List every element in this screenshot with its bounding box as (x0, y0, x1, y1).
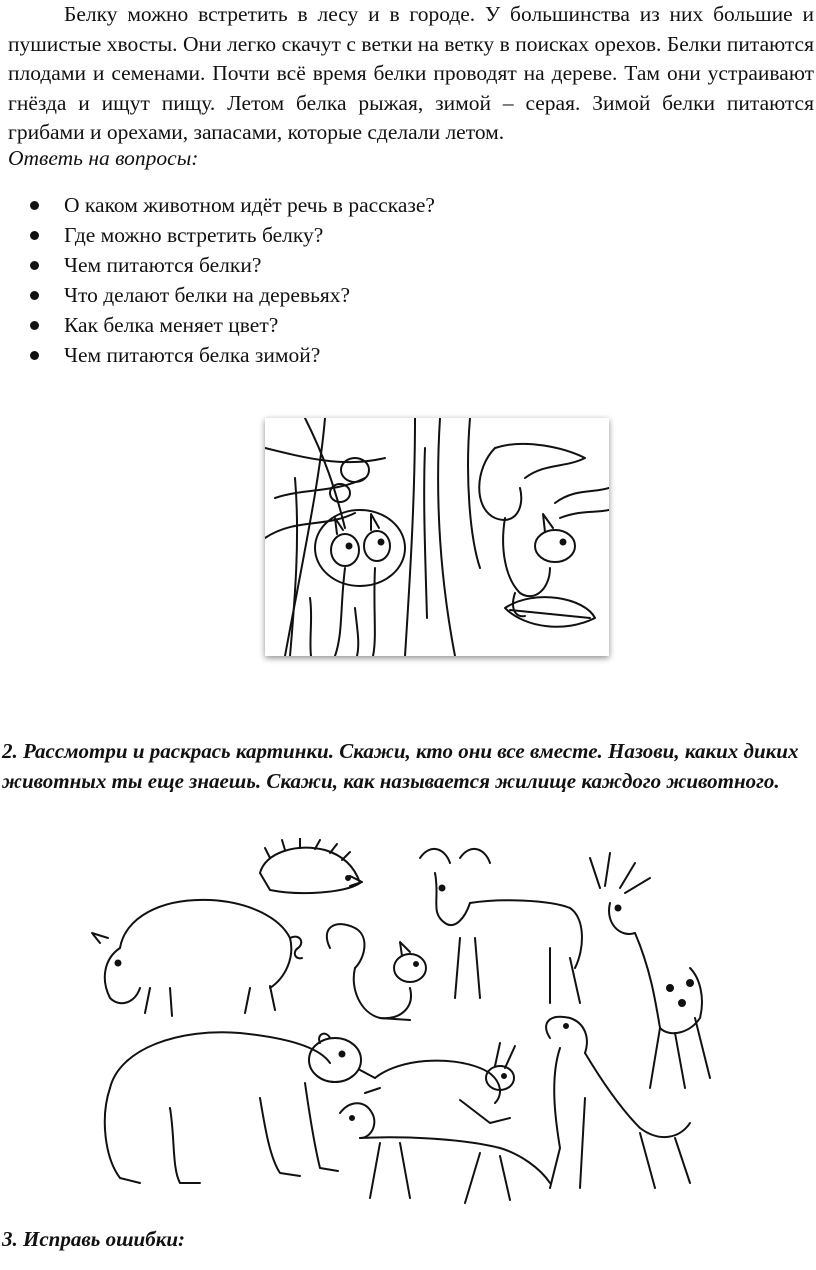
squirrels-tree-drawing (265, 418, 609, 656)
question-item (30, 280, 435, 310)
question-text: Чем питаются белки? (64, 253, 262, 277)
squirrel-drawing (327, 924, 426, 1020)
question-item (30, 220, 435, 250)
question-item (30, 250, 435, 280)
boar-drawing (92, 900, 302, 1016)
bullet-icon (30, 201, 39, 210)
question-item (30, 310, 435, 340)
questions-prompt: Ответь на вопросы: (8, 146, 199, 170)
question-text: Как белка меняет цвет? (64, 313, 279, 337)
bullet-icon (30, 351, 39, 360)
bullet-icon (30, 261, 39, 270)
question-text: Чем питаются белка зимой? (64, 343, 321, 367)
hedgehog-drawing (260, 838, 362, 893)
question-text: О каком животном идёт речь в рассказе? (64, 193, 435, 217)
task-3-heading: 3. Исправь ошибки: (2, 1227, 186, 1251)
story-text: Белку можно встретить в лесу и в городе. У большинства из них большие и пушистые хвосты. Они легко скачут с ветки на ветку в поисках орехов. Белки питаются плодами и семенами. Почти всё время белки проводят на дереве. Там они устраивают гнёзда и ищут пищу. Летом белка рыжая, зимой – серая. Зимой белки питаются грибами и орехами, запасами, которые сделали летом. (8, 2, 814, 144)
fox-drawing (340, 1103, 550, 1203)
story-paragraph (8, 0, 814, 148)
bullet-icon (30, 321, 39, 330)
question-text: Что делают белки на деревьях? (64, 283, 351, 307)
moose-drawing (420, 849, 582, 1003)
hare-drawing (360, 1043, 515, 1123)
question-text: Где можно встретить белку? (64, 223, 324, 247)
bullet-icon (30, 291, 39, 300)
wolf-drawing (546, 1017, 690, 1188)
bear-drawing (105, 1032, 361, 1183)
question-item (30, 190, 435, 220)
questions-list (30, 190, 435, 370)
wild-animals-illustration (80, 838, 730, 1218)
wild-animals-drawing (80, 838, 730, 1218)
task-2-heading: 2. Рассмотри и раскрась картинки. Скажи, кто они все вместе. Назови, каких диких животных ты еще знаешь. Скажи, как называется жилище каждого животного. (2, 739, 799, 793)
question-item (30, 340, 435, 370)
deer-drawing (590, 853, 710, 1088)
bullet-icon (30, 231, 39, 240)
squirrels-tree-illustration (265, 418, 609, 656)
